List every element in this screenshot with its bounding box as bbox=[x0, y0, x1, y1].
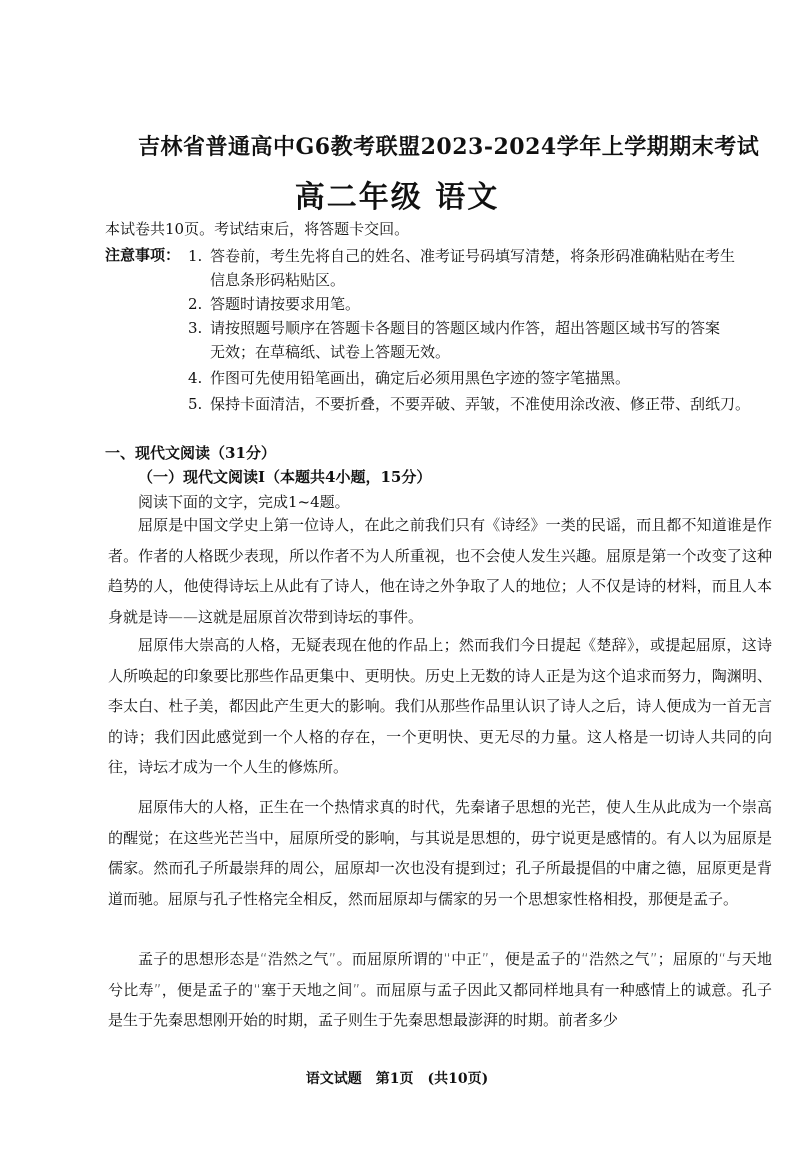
page-footer: 语文试题 第1页 (共10页) bbox=[305, 1071, 489, 1087]
subject-title: 高二年级 语文 bbox=[294, 180, 500, 215]
passage-paragraph-3: 屈原伟大的人格，正生在一个热情求真的时代，先秦诸子思想的光芒，使人生从此成为一个崇高的醒觉；在这些光芒当中，屈原所受的影响，与其说是思想的，毋宁说更是感情的。有人以为屈原是儒家。然而孔子所最崇拜的周公，屈原却一次也没有提到过；孔子所最提倡的中庸之德，屈原更是背道而驰。屈原与孔子性格完全相反，然而屈原却与儒家的另一个思想家性格相投，那便是孟子。 bbox=[108, 798, 772, 908]
passage-paragraph-2: 屈原伟大崇高的人格，无疑表现在他的作品上；然而我们今日提起《楚辞》，或提起屈原，这诗人所唤起的印象要比那些作品更集中、更明快。历史上无数的诗人正是为这个追求而努力，陶渊明、李太白、杜子美，都因此产生更大的影响。我们从那些作品里认识了诗人之后，诗人便成为一首无言的诗；我们因此感觉到一个人格的存在，一个更明快、更无尽的力量。这人格是一切诗人共同的向往，诗坛才成为一个人生的修炼所。 bbox=[108, 636, 772, 776]
note-item-2 bbox=[188, 292, 360, 316]
note-number: 4. bbox=[188, 369, 203, 387]
note-text: 作图可先使用铅笔画出，确定后必须用黑色字迹的签字笔描黑。 bbox=[210, 369, 631, 387]
passage-paragraph-1: 屈原是中国文学史上第一位诗人，在此之前我们只有《诗经》一类的民谣，而且都不知道谁是作者。作者的人格既少表现，所以作者不为人所重视，也不会使人发生兴趣。屈原是第一个改变了这种趋势的人，他使得诗坛上从此有了诗人，他在诗之外争取了人的地位；人不仅是诗的材料，而且人本身就是诗——这就是屈原首次带到诗坛的事件。 bbox=[108, 516, 772, 626]
intro-text: 本试卷共10页。考试结束后，将答题卡交回。 bbox=[105, 220, 410, 238]
note-text: 答卷前，考生先将自己的姓名、准考证号码填写清楚，将条形码准确粘贴在考生 bbox=[210, 247, 736, 265]
reading-instruction: 阅读下面的文字，完成1~4题。 bbox=[138, 493, 350, 511]
note-text-continued: 信息条形码粘贴区。 bbox=[210, 271, 346, 289]
notes-label: 注意事项： bbox=[105, 246, 181, 264]
note-item-1 bbox=[188, 244, 735, 292]
note-text: 答题时请按要求用笔。 bbox=[210, 295, 361, 313]
note-number: 5. bbox=[188, 395, 203, 413]
note-text-continued: 无效；在草稿纸、试卷上答题无效。 bbox=[210, 343, 451, 361]
exam-title: 吉林省普通高中G6教考联盟2023-2024学年上学期期末考试 bbox=[138, 134, 760, 160]
note-number: 1. bbox=[188, 247, 203, 265]
note-item-4 bbox=[188, 366, 630, 390]
note-number: 3. bbox=[188, 319, 203, 337]
note-text: 请按照题号顺序在答题卡各题目的答题区域内作答，超出答题区域书写的答案 bbox=[210, 319, 721, 337]
note-item-5 bbox=[188, 392, 750, 416]
section-heading: 一、现代文阅读（31分） bbox=[105, 444, 276, 462]
passage-paragraph-4: 孟子的思想形态是“浩然之气”。而屈原所谓的“中正”，便是孟子的“浩然之气”；屈原的“与天地兮比寿”，便是孟子的“塞于天地之间”。而屈原与孟子因此又都同样地具有一种感情上的诚意。孔子是生于先秦思想刚开始的时期，孟子则生于先秦思想最澎湃的时期。前者多少 bbox=[108, 950, 772, 1029]
subsection-heading: （一）现代文阅读Ⅰ（本题共4小题，15分） bbox=[138, 468, 432, 486]
note-number: 2. bbox=[188, 295, 203, 313]
note-text: 保持卡面清洁，不要折叠，不要弄破、弄皱，不准使用涂改液、修正带、刮纸刀。 bbox=[210, 395, 751, 413]
note-item-3 bbox=[188, 316, 720, 364]
